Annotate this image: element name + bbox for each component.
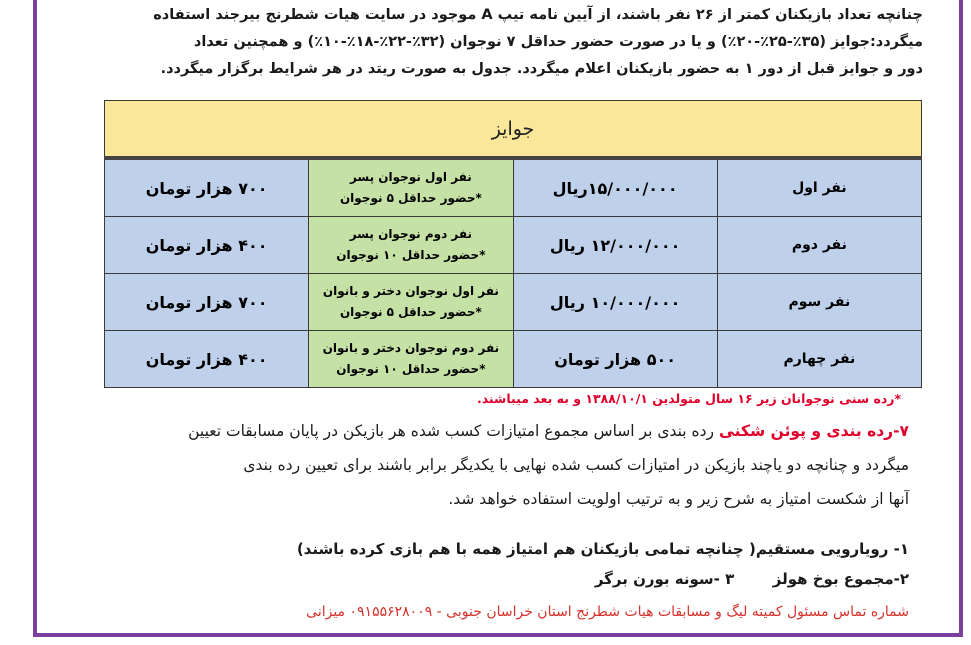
- amount-cell: ۱۲/۰۰۰/۰۰۰ ریال: [513, 217, 717, 274]
- section-7-line-1-text: رده بندی بر اساس مجموع امتیازات کسب شده هر بازیکن در پایان مسابقات تعیین: [188, 422, 719, 440]
- category-title: نفر اول نوجوان دختر و بانوان: [322, 284, 499, 298]
- category-title: نفر دوم نوجوان دختر و بانوان: [322, 341, 500, 355]
- tiebreak-item-2: ۲-مجموع بوخ هولز: [772, 570, 909, 588]
- category-title: نفر دوم نوجوان پسر: [349, 227, 473, 241]
- table-row: [105, 158, 922, 217]
- youth-amount-cell: ۷۰۰ هزار تومان: [105, 158, 309, 217]
- place-cell: نفر سوم: [717, 274, 921, 331]
- category-cell: [309, 274, 513, 331]
- intro-line-2: میگردد:جوایز (۳۵٪-۲۵٪-۲۰٪) و یا در صورت حضور حداقل ۷ نوجوان (۳۲٪-۲۲٪-۱۸٪-۱۰٪) و همچنین تعداد: [193, 34, 923, 50]
- youth-amount-cell: ۴۰۰ هزار تومان: [105, 331, 309, 388]
- intro-paragraph: [93, 2, 923, 83]
- intro-line-3: دور و جوایز قبل از دور ۱ به حضور بازیکنان اعلام میگردد. جدول به صورت ریتد در هر شرایط برگزار میگردد.: [160, 61, 923, 77]
- table-row: [105, 217, 922, 274]
- section-7-heading: ۷-رده بندی و پوئن شکنی: [718, 422, 909, 440]
- section-7-line-1: [109, 414, 909, 448]
- prizes-table: [104, 100, 922, 388]
- tiebreak-items-2-3: [595, 570, 909, 588]
- youth-amount-cell: ۷۰۰ هزار تومان: [105, 274, 309, 331]
- prizes-header: جوایز: [105, 101, 922, 159]
- tiebreak-item-3: ۳ -سونه بورن برگر: [594, 570, 735, 588]
- amount-cell: ۵۰۰ هزار تومان: [513, 331, 717, 388]
- place-cell: نفر دوم: [717, 217, 921, 274]
- place-cell: نفر چهارم: [717, 331, 921, 388]
- intro-line-1: چنانچه تعداد بازیکنان کمتر از ۲۶ نفر باشند، از آیین نامه تیپ A موجود در سایت هیات شطرنج بیرجند استفاده: [153, 7, 923, 23]
- category-note: *حضور حداقل ۱۰ نوجوان: [336, 362, 486, 376]
- category-note: *حضور حداقل ۵ نوجوان: [339, 191, 482, 205]
- table-row: [105, 274, 922, 331]
- amount-cell: ۱۵/۰۰۰/۰۰۰ریال: [513, 158, 717, 217]
- section-7-line-3: آنها از شکست امتیاز به شرح زیر و به ترتیب اولویت استفاده خواهد شد.: [448, 490, 909, 508]
- category-title: نفر اول نوجوان پسر: [349, 170, 472, 184]
- tiebreak-item-1: ۱- رویارویی مستقیم( چنانچه تمامی بازیکنان هم امتیاز همه با هم بازی کرده باشند): [296, 540, 909, 558]
- age-note: *رده سنی نوجوانان زیر ۱۶ سال متولدین ۱۳۸۸/۱۰/۱ و به بعد میباشند.: [476, 391, 901, 406]
- table-row: [105, 331, 922, 388]
- contact-line: شماره تماس مسئول کمیته لیگ و مسابقات هیات شطرنج استان خراسان جنوبی - ۰۹۱۵۵۶۲۸۰۰۹ میزانی: [306, 604, 909, 620]
- category-cell: [309, 158, 513, 217]
- youth-amount-cell: ۴۰۰ هزار تومان: [105, 217, 309, 274]
- category-note: *حضور حداقل ۵ نوجوان: [339, 305, 482, 319]
- category-cell: [309, 217, 513, 274]
- section-7-line-2: میگردد و چنانچه دو یاچند بازیکن در امتیازات کسب شده نهایی با یکدیگر برابر باشند برای تعیین رده بندی: [243, 456, 909, 474]
- category-note: *حضور حداقل ۱۰ نوجوان: [336, 248, 486, 262]
- place-cell: نفر اول: [717, 158, 921, 217]
- section-7: [109, 414, 909, 516]
- category-cell: [309, 331, 513, 388]
- amount-cell: ۱۰/۰۰۰/۰۰۰ ریال: [513, 274, 717, 331]
